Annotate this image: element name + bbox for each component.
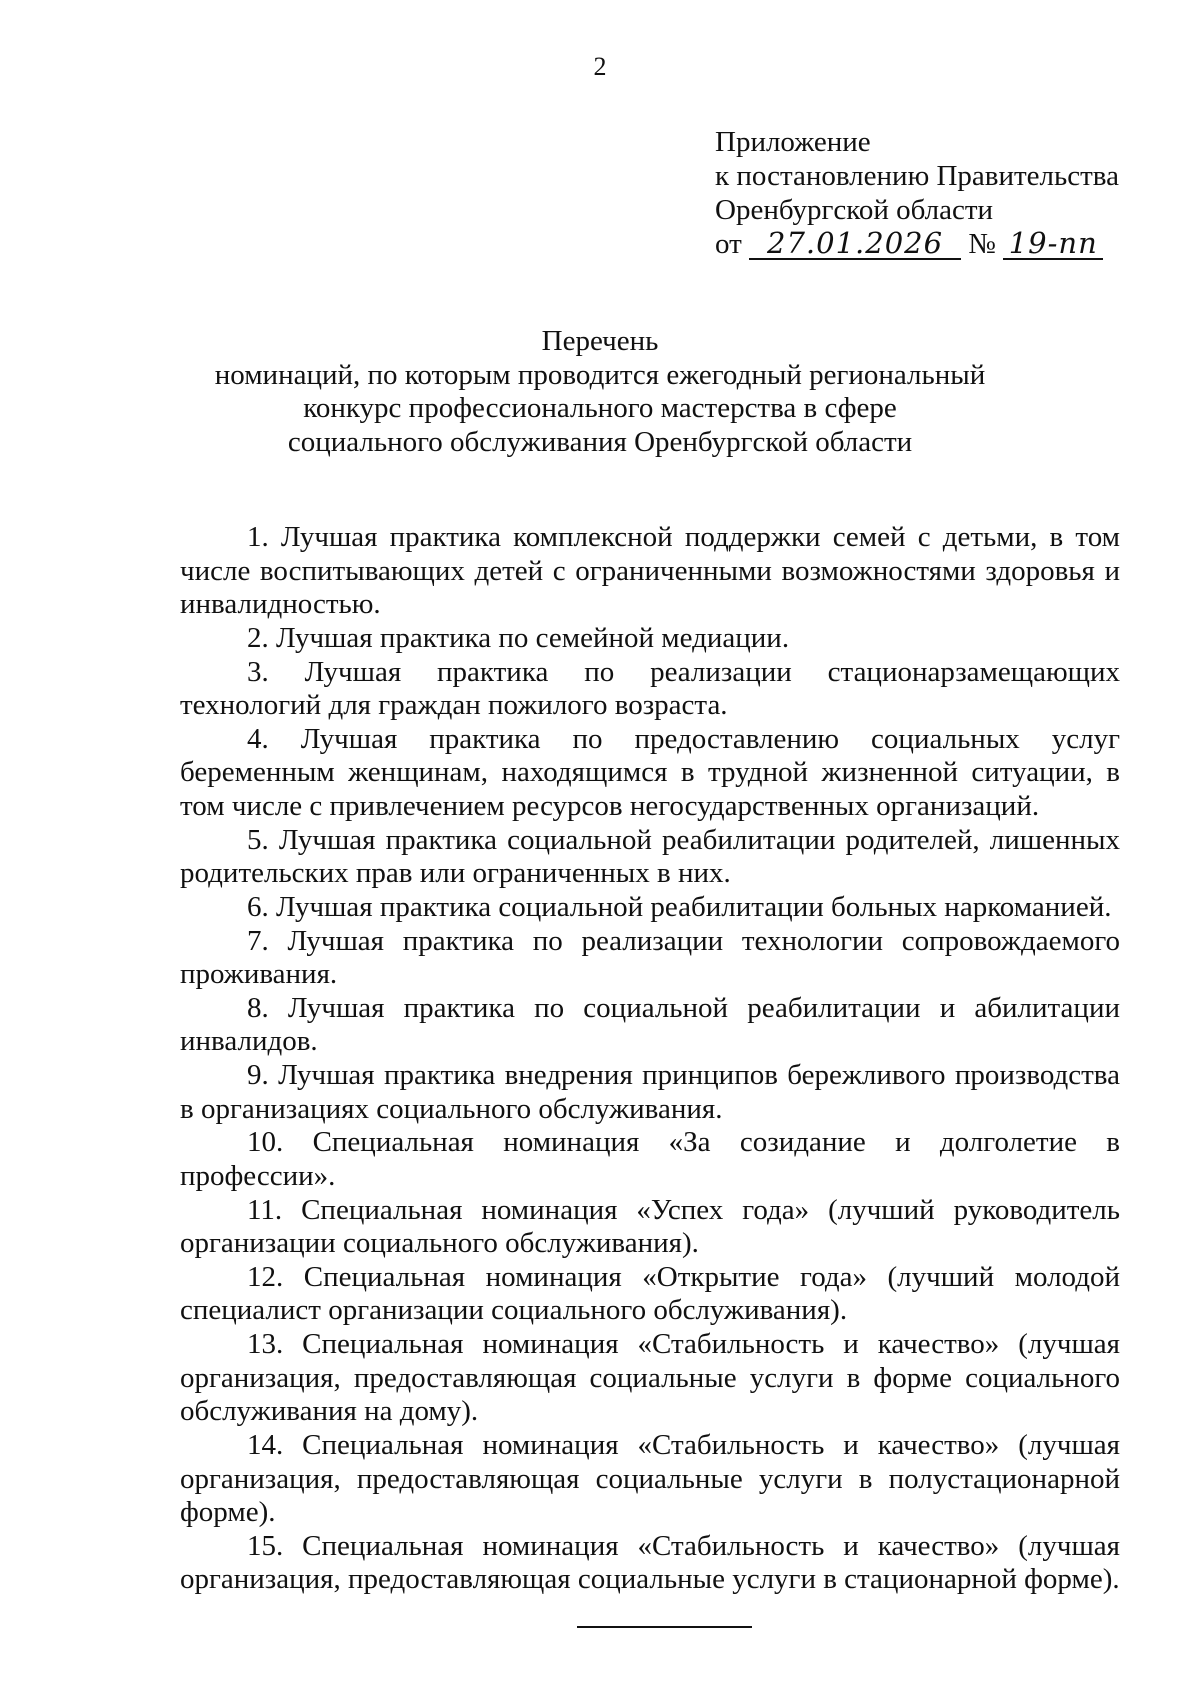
nomination-item: 2. Лучшая практика по семейной медиации. <box>247 621 790 654</box>
nomination-item: 1. Лучшая практика комплексной поддержки семей с детьми, в том числе воспитывающих детей с ограниченными возможностями здоровья и инвалидностью. <box>180 521 1120 621</box>
nomination-item: 7. Лучшая практика по реализации технологии сопровождаемого проживания. <box>180 924 1120 991</box>
nomination-item: 6. Лучшая практика социальной реабилитации больных наркоманией. <box>247 890 1112 923</box>
appendix-title: Приложение <box>715 126 871 158</box>
appendix-date-line <box>715 225 1119 262</box>
title-line: номинаций, по которым проводится ежегодный региональный <box>214 358 986 391</box>
page-number: 2 <box>593 52 607 81</box>
nomination-item: 5. Лучшая практика социальной реабилитации родителей, лишенных родительских прав или ограниченных в них. <box>180 823 1120 890</box>
nomination-item: 11. Специальная номинация «Успех года» (лучший руководитель организации социального обслуживания). <box>180 1193 1120 1260</box>
nomination-item: 3. Лучшая практика по реализации стационарзамещающих технологий для граждан пожилого возраста. <box>180 655 1120 722</box>
nomination-list <box>180 521 1120 1597</box>
nomination-item: 12. Специальная номинация «Открытие года» (лучший молодой специалист организации социального обслуживания). <box>180 1260 1120 1327</box>
appendix-header <box>715 126 1119 262</box>
nomination-item: 4. Лучшая практика по предоставлению социальных услуг беременным женщинам, находящимся в трудной жизненной ситуации, в том числе с привлечением ресурсов негосударственных организаций. <box>180 722 1120 822</box>
title-heading: Перечень <box>541 325 659 357</box>
appendix-reference: к постановлению Правительства <box>715 159 1119 192</box>
nomination-item: 14. Специальная номинация «Стабильность и качество» (лучшая организация, предоставляющая социальные услуги в полустационарной форме). <box>180 1428 1120 1529</box>
end-separator-line <box>577 1626 752 1628</box>
handwritten-number: 19-пп <box>1003 228 1103 260</box>
nomination-item: 10. Специальная номинация «За созидание и долголетие в профессии». <box>180 1126 1120 1192</box>
nomination-item: 13. Специальная номинация «Стабильность и качество» (лучшая организация, предоставляющая социальные услуги в форме социального обслуживания на дому). <box>180 1328 1120 1428</box>
document-title <box>0 325 1200 460</box>
handwritten-date: 27.01.2026 <box>749 228 961 260</box>
number-prefix: № <box>968 227 996 260</box>
nomination-item: 8. Лучшая практика по социальной реабилитации и абилитации инвалидов. <box>180 991 1120 1058</box>
nomination-item: 15. Специальная номинация «Стабильность и качество» (лучшая организация, предоставляющая социальные услуги в стационарной форме). <box>180 1529 1120 1596</box>
appendix-region: Оренбургской области <box>715 193 994 226</box>
title-line: конкурс профессионального мастерства в сфере <box>303 392 897 425</box>
title-line: социального обслуживания Оренбургской области <box>287 425 913 458</box>
date-prefix: от <box>715 227 742 260</box>
nomination-item: 9. Лучшая практика внедрения принципов бережливого производства в организациях социального обслуживания. <box>180 1059 1120 1125</box>
